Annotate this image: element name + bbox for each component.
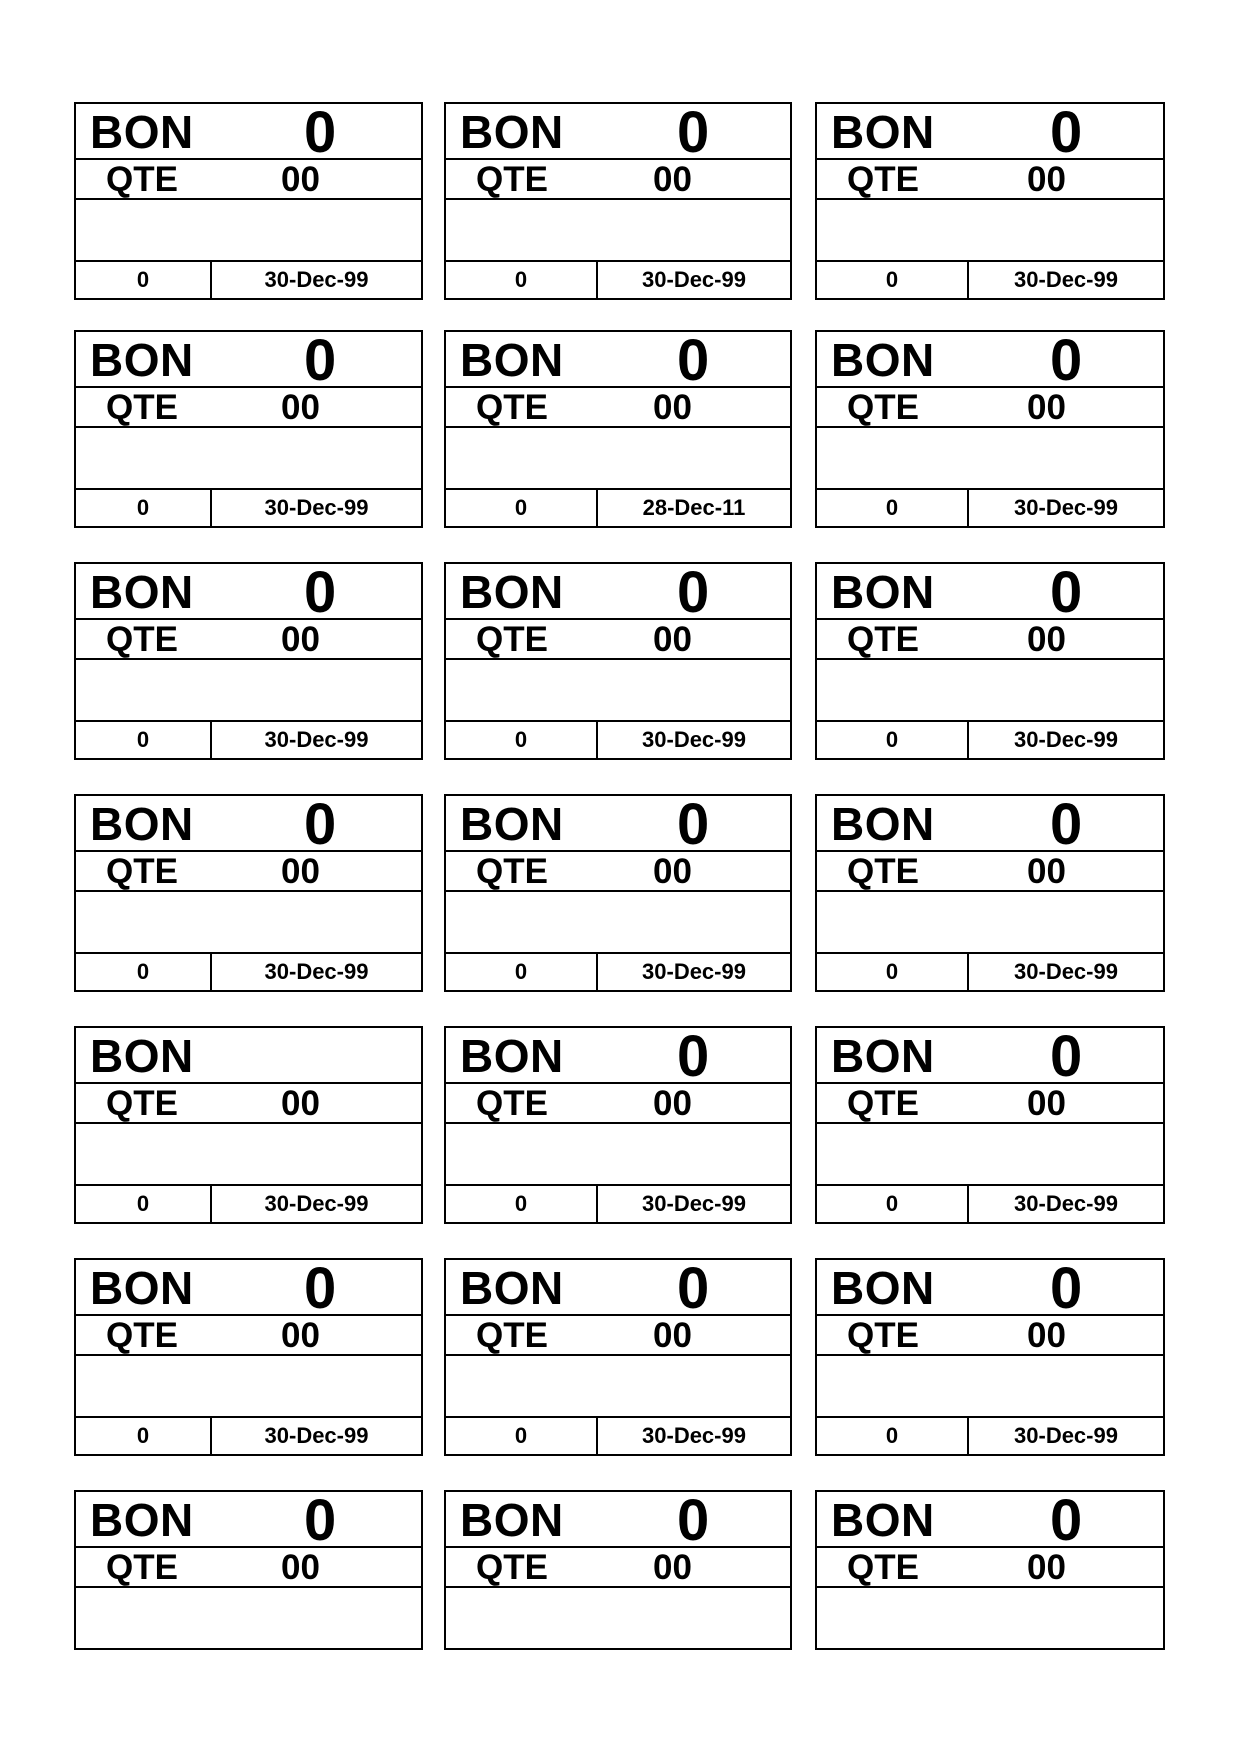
label-card (815, 1026, 1165, 1224)
qte-label: QTE (106, 1548, 178, 1587)
qte-label: QTE (106, 1316, 178, 1355)
qte-value: 00 (653, 1084, 692, 1123)
blank-area (76, 200, 421, 260)
bon-number: 0 (677, 792, 710, 857)
qte-label: QTE (847, 388, 919, 427)
bon-number: 0 (1050, 1024, 1083, 1089)
footer-row (817, 952, 1163, 992)
qte-value: 00 (653, 1316, 692, 1355)
bon-row (76, 1028, 421, 1084)
bon-row (76, 328, 421, 393)
qte-row (76, 852, 421, 892)
bon-label: BON (90, 1494, 194, 1546)
blank-area (446, 1124, 790, 1184)
date-cell: 30-Dec-99 (264, 959, 369, 984)
qte-value: 00 (281, 1548, 320, 1587)
qte-row (446, 620, 790, 660)
date-cell: 30-Dec-99 (642, 727, 746, 752)
qte-row (446, 160, 790, 200)
bon-number: 0 (304, 792, 337, 857)
date-cell: 30-Dec-99 (1014, 959, 1118, 984)
label-card (444, 1026, 792, 1224)
code-cell: 0 (76, 954, 212, 992)
code-cell: 0 (76, 262, 212, 300)
qte-row (817, 160, 1163, 200)
label-card (815, 330, 1165, 528)
bon-label: BON (460, 566, 564, 618)
bon-row (446, 328, 790, 393)
blank-area (446, 660, 790, 720)
bon-row (446, 1256, 790, 1321)
bon-label: BON (460, 1030, 564, 1082)
label-card (74, 102, 423, 300)
qte-value: 00 (281, 160, 320, 199)
label-card (74, 794, 423, 992)
label-card (74, 330, 423, 528)
label-card (815, 1490, 1165, 1650)
footer-row (76, 488, 421, 528)
date-cell: 30-Dec-99 (642, 1191, 746, 1216)
date-cell: 30-Dec-99 (642, 959, 746, 984)
bon-row (817, 1024, 1163, 1089)
footer-row (817, 260, 1163, 300)
qte-value: 00 (1027, 620, 1066, 659)
footer-row (817, 488, 1163, 528)
bon-row (817, 560, 1163, 625)
bon-row (817, 1256, 1163, 1321)
code-cell: 0 (446, 262, 598, 300)
blank-area (817, 428, 1163, 488)
qte-label: QTE (847, 1548, 919, 1587)
blank-area (817, 660, 1163, 720)
bon-number: 0 (1050, 1256, 1083, 1321)
blank-area (446, 892, 790, 952)
bon-row (76, 1488, 421, 1553)
code-cell: 0 (76, 1186, 212, 1224)
blank-area (817, 892, 1163, 952)
qte-label: QTE (476, 620, 548, 659)
bon-number: 0 (677, 560, 710, 625)
date-cell: 30-Dec-99 (264, 727, 369, 752)
bon-row (76, 100, 421, 165)
date-cell: 30-Dec-99 (264, 495, 369, 520)
bon-label: BON (90, 566, 194, 618)
qte-label: QTE (476, 160, 548, 199)
qte-value: 00 (281, 620, 320, 659)
qte-row (76, 160, 421, 200)
date-cell: 30-Dec-99 (642, 267, 746, 292)
code-cell: 0 (446, 722, 598, 760)
qte-row (446, 1548, 790, 1588)
qte-row (446, 1084, 790, 1124)
bon-row (446, 560, 790, 625)
code-cell: 0 (446, 1418, 598, 1456)
qte-label: QTE (476, 388, 548, 427)
qte-row (817, 1316, 1163, 1356)
code-cell: 0 (76, 1418, 212, 1456)
label-card (74, 1490, 423, 1650)
code-cell: 0 (446, 954, 598, 992)
bon-number: 0 (304, 1256, 337, 1321)
qte-label: QTE (476, 1084, 548, 1123)
date-cell: 30-Dec-99 (264, 1191, 369, 1216)
bon-label: BON (831, 1262, 935, 1314)
qte-label: QTE (106, 388, 178, 427)
date-cell: 30-Dec-99 (1014, 495, 1118, 520)
qte-row (76, 620, 421, 660)
qte-label: QTE (106, 1084, 178, 1123)
qte-row (446, 852, 790, 892)
label-card (74, 1026, 423, 1224)
bon-row (446, 1024, 790, 1089)
bon-number: 0 (1050, 1488, 1083, 1553)
footer-row (446, 488, 790, 528)
code-cell: 0 (446, 1186, 598, 1224)
bon-label: BON (90, 1262, 194, 1314)
bon-row (446, 1488, 790, 1553)
date-cell: 30-Dec-99 (1014, 727, 1118, 752)
code-cell: 0 (817, 1418, 969, 1456)
bon-number: 0 (304, 1488, 337, 1553)
label-card (444, 330, 792, 528)
date-cell: 28-Dec-11 (642, 495, 746, 520)
bon-label: BON (831, 1030, 935, 1082)
footer-row (817, 1184, 1163, 1224)
footer-row (446, 1416, 790, 1456)
blank-area (76, 1124, 421, 1184)
blank-area (76, 660, 421, 720)
bon-label: BON (460, 798, 564, 850)
qte-value: 00 (653, 388, 692, 427)
qte-value: 00 (653, 1548, 692, 1587)
qte-row (817, 388, 1163, 428)
code-cell: 0 (446, 490, 598, 528)
footer-row (76, 260, 421, 300)
qte-row (76, 1084, 421, 1124)
blank-area (446, 428, 790, 488)
bon-row (76, 792, 421, 857)
label-card (444, 102, 792, 300)
footer-row (446, 260, 790, 300)
bon-label: BON (90, 106, 194, 158)
qte-value: 00 (281, 1084, 320, 1123)
code-cell: 0 (76, 722, 212, 760)
bon-row (76, 1256, 421, 1321)
code-cell: 0 (817, 954, 969, 992)
label-card (74, 562, 423, 760)
label-card (815, 794, 1165, 992)
qte-row (76, 1548, 421, 1588)
blank-area (446, 1356, 790, 1416)
bon-label: BON (460, 106, 564, 158)
bon-label: BON (831, 106, 935, 158)
qte-value: 00 (1027, 160, 1066, 199)
qte-value: 00 (1027, 1548, 1066, 1587)
bon-row (817, 328, 1163, 393)
qte-label: QTE (847, 1316, 919, 1355)
qte-row (817, 1084, 1163, 1124)
qte-value: 00 (653, 160, 692, 199)
bon-row (817, 100, 1163, 165)
bon-row (817, 1488, 1163, 1553)
blank-area (76, 428, 421, 488)
qte-label: QTE (476, 852, 548, 891)
footer-row (76, 720, 421, 760)
bon-number: 0 (677, 100, 710, 165)
qte-value: 00 (1027, 852, 1066, 891)
bon-label: BON (831, 798, 935, 850)
qte-label: QTE (106, 160, 178, 199)
bon-row (446, 100, 790, 165)
code-cell: 0 (817, 490, 969, 528)
bon-number: 0 (677, 328, 710, 393)
qte-label: QTE (476, 1316, 548, 1355)
bon-row (446, 792, 790, 857)
bon-number: 0 (1050, 792, 1083, 857)
label-card (74, 1258, 423, 1456)
footer-row (446, 1184, 790, 1224)
label-card (444, 1490, 792, 1650)
bon-number: 0 (677, 1024, 710, 1089)
qte-value: 00 (281, 1316, 320, 1355)
qte-label: QTE (106, 852, 178, 891)
footer-row (76, 1416, 421, 1456)
blank-area (446, 200, 790, 260)
qte-row (817, 620, 1163, 660)
qte-value: 00 (281, 852, 320, 891)
qte-value: 00 (1027, 1084, 1066, 1123)
bon-label: BON (831, 1494, 935, 1546)
qte-row (446, 388, 790, 428)
date-cell: 30-Dec-99 (1014, 1423, 1118, 1448)
qte-value: 00 (1027, 1316, 1066, 1355)
code-cell: 0 (817, 262, 969, 300)
blank-area (76, 1588, 421, 1648)
code-cell: 0 (76, 490, 212, 528)
qte-row (817, 1548, 1163, 1588)
date-cell: 30-Dec-99 (642, 1423, 746, 1448)
blank-area (817, 200, 1163, 260)
qte-row (76, 388, 421, 428)
qte-value: 00 (653, 852, 692, 891)
qte-label: QTE (847, 620, 919, 659)
blank-area (76, 1356, 421, 1416)
bon-number: 0 (304, 100, 337, 165)
label-card (815, 1258, 1165, 1456)
qte-row (817, 852, 1163, 892)
bon-label: BON (460, 1262, 564, 1314)
label-card (815, 102, 1165, 300)
qte-label: QTE (847, 1084, 919, 1123)
date-cell: 30-Dec-99 (264, 267, 369, 292)
bon-number: 0 (677, 1256, 710, 1321)
qte-value: 00 (281, 388, 320, 427)
qte-label: QTE (106, 620, 178, 659)
bon-number: 0 (1050, 328, 1083, 393)
qte-row (76, 1316, 421, 1356)
blank-area (817, 1356, 1163, 1416)
footer-row (446, 952, 790, 992)
date-cell: 30-Dec-99 (264, 1423, 369, 1448)
blank-area (817, 1588, 1163, 1648)
bon-row (817, 792, 1163, 857)
bon-number: 0 (677, 1488, 710, 1553)
bon-number: 0 (1050, 560, 1083, 625)
qte-value: 00 (1027, 388, 1066, 427)
footer-row (76, 952, 421, 992)
bon-label: BON (90, 1030, 194, 1082)
blank-area (76, 892, 421, 952)
bon-number: 0 (304, 328, 337, 393)
footer-row (446, 720, 790, 760)
code-cell: 0 (817, 1186, 969, 1224)
qte-label: QTE (847, 852, 919, 891)
bon-number: 0 (304, 560, 337, 625)
bon-row (76, 560, 421, 625)
footer-row (817, 720, 1163, 760)
qte-value: 00 (653, 620, 692, 659)
label-card (815, 562, 1165, 760)
qte-row (446, 1316, 790, 1356)
bon-label: BON (831, 566, 935, 618)
bon-number: 0 (1050, 100, 1083, 165)
blank-area (446, 1588, 790, 1648)
qte-label: QTE (476, 1548, 548, 1587)
label-card (444, 562, 792, 760)
label-card (444, 794, 792, 992)
bon-label: BON (90, 798, 194, 850)
blank-area (817, 1124, 1163, 1184)
footer-row (817, 1416, 1163, 1456)
bon-label: BON (90, 334, 194, 386)
bon-label: BON (831, 334, 935, 386)
code-cell: 0 (817, 722, 969, 760)
bon-label: BON (460, 1494, 564, 1546)
date-cell: 30-Dec-99 (1014, 267, 1118, 292)
bon-label: BON (460, 334, 564, 386)
footer-row (76, 1184, 421, 1224)
qte-label: QTE (847, 160, 919, 199)
label-card (444, 1258, 792, 1456)
date-cell: 30-Dec-99 (1014, 1191, 1118, 1216)
